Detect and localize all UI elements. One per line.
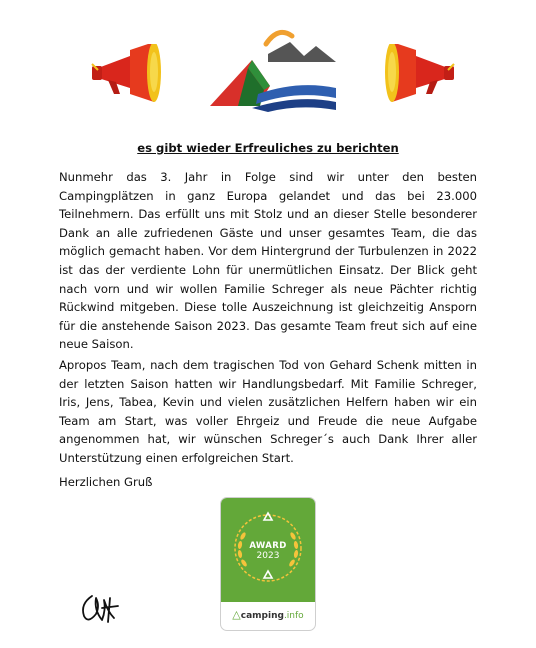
paragraph-team: Apropos Team, nach dem tragischen Tod von Gehard Schenk mitten in der letzten Saison hatten wir Handlungsbedarf. Mit Familie Schreger, Iris, Jens, Tabea, Kevin und vielen zusätzlichen Helfern haben wir ein Team am Start, was voller Ehrgeiz und Freude die neue Aufgabe angenommen hat, wir wünschen Schreger´s auch Dank Ihrer aller Unterstützung einen erfolgreichen Start. — [59, 358, 477, 465]
award-label: AWARD — [249, 541, 287, 551]
closing-greeting: Herzlichen Gruß — [59, 475, 153, 489]
handwritten-signature — [78, 590, 124, 626]
campsite-mountain-logo — [208, 24, 338, 112]
award-year: 2023 — [256, 551, 280, 561]
tent-icon: △ — [232, 608, 241, 621]
award-badge — [220, 497, 316, 631]
megaphone-left-icon — [90, 44, 166, 102]
megaphone-right-icon — [380, 44, 456, 102]
award-brand: △camping.info — [232, 608, 304, 621]
paragraph-award: Nunmehr das 3. Jahr in Folge sind wir unter den besten Campingplätzen in ganz Europa gelandet und das bei 23.000 Teilnehmern. Das erfüllt uns mit Stolz und an dieser Stelle besonderer Dank an alle zufriedenen Gäste und unser gesamtes Team, die das möglich gemacht haben. Vor dem Hintergrund der Turbulenzen in 2022 ist das der verdiente Lohn für unermütlichen Einsatz. Der Blick geht nach vorn und wir wollen Familie Schreger als neue Pächter richtig Rückwind mitgeben. Diese tolle Auszeichnung ist gleichzeitig Ansporn für die anstehende Saison 2023. Das gesamte Team freut sich auf eine neue Saison. — [59, 170, 477, 352]
letter-heading: es gibt wieder Erfreuliches zu berichten — [137, 141, 399, 155]
